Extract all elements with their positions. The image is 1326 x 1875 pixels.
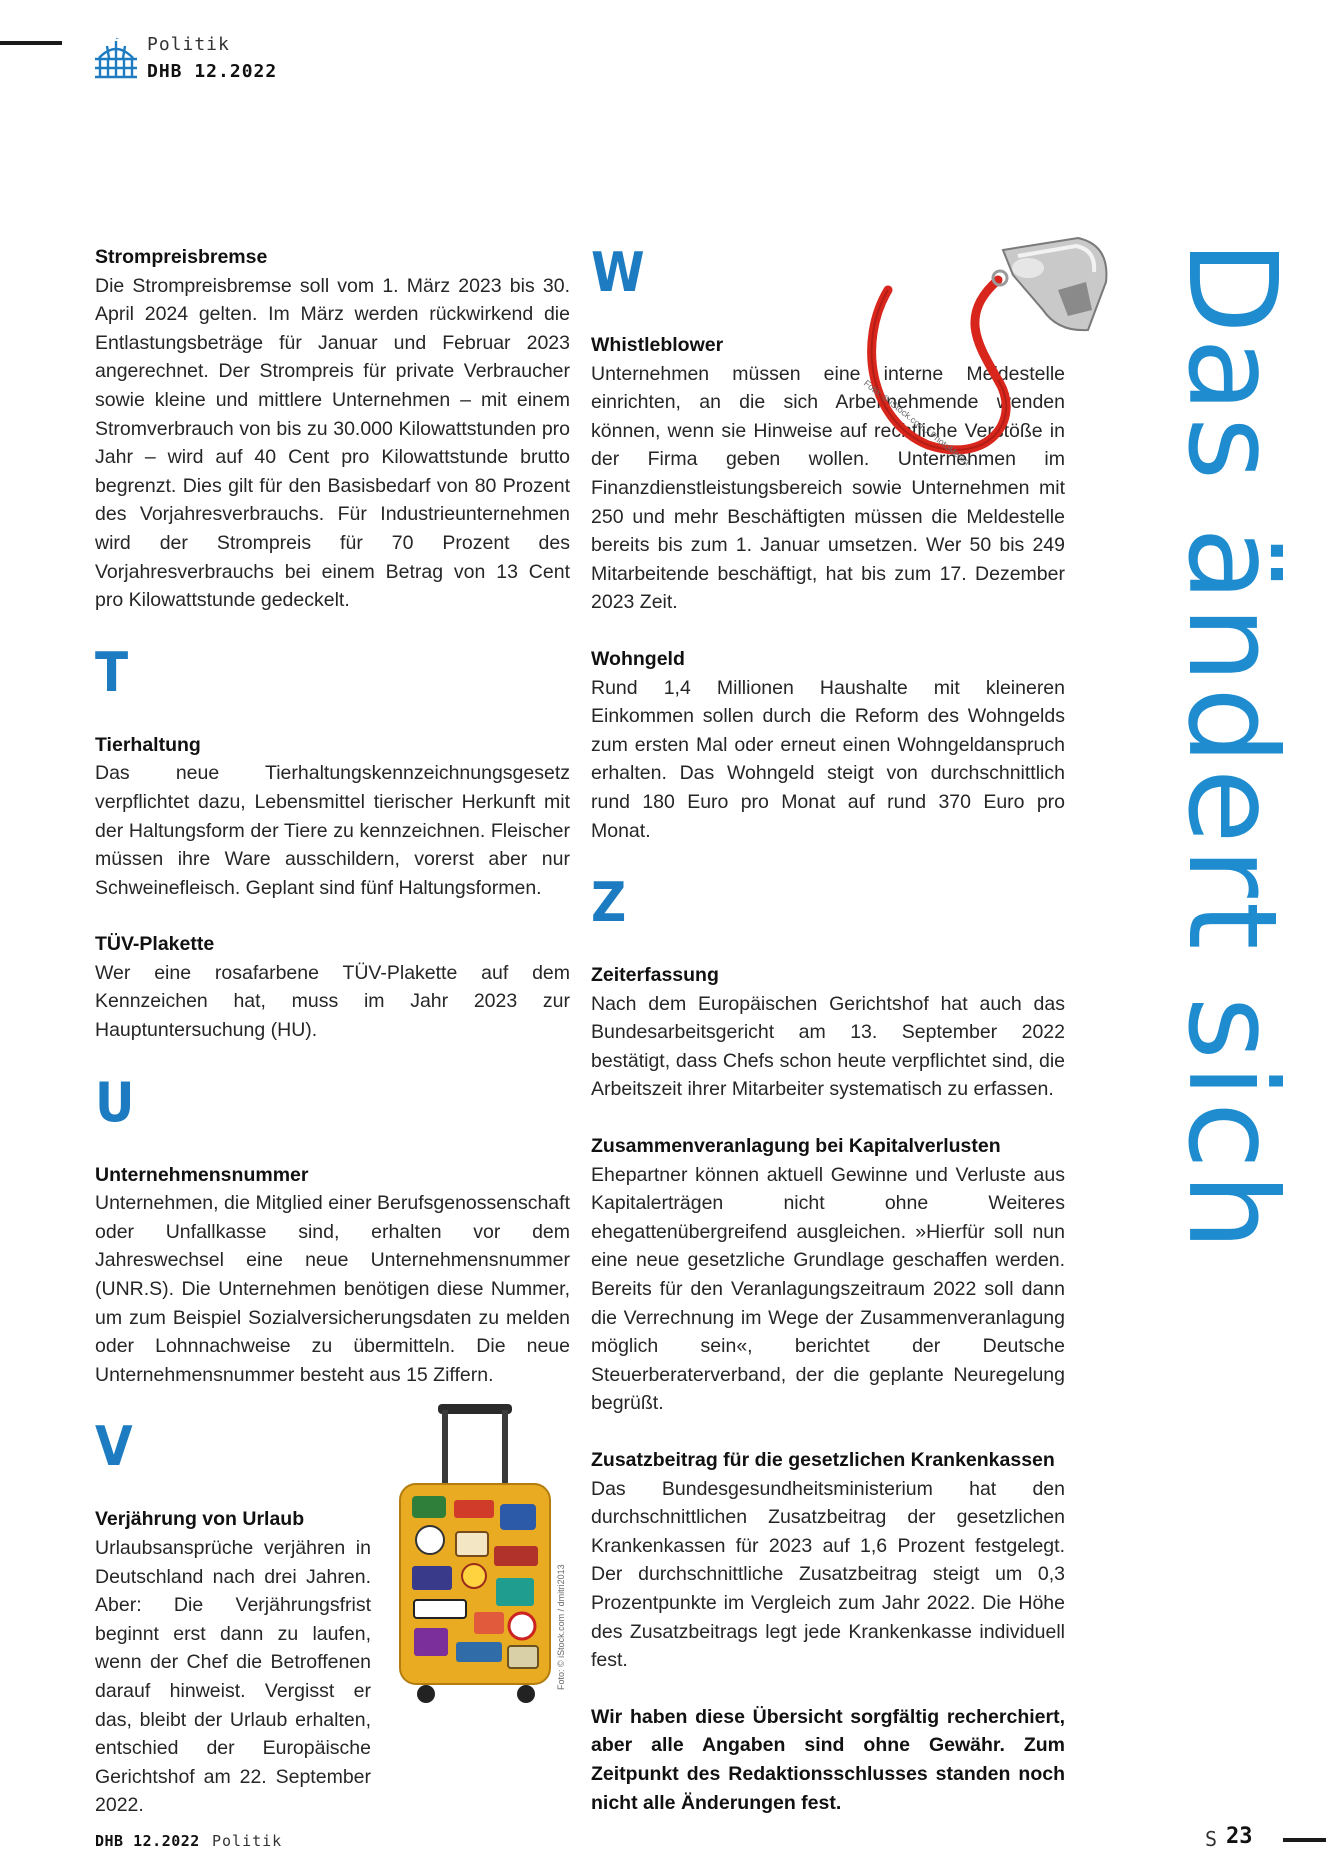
right-column bbox=[591, 243, 1065, 1817]
entry-text: Das neue Tierhaltungskennzeichnungsgesetz verpflichtet dazu, Lebensmittel tierischer Herkunft mit der Haltungsform der Tiere zu kennzeichnen. Fleischer müssen ihre Ware ausschildern, vorerst aber nur Schweinefleisch. Geplant sind fünf Haltungsformen. bbox=[95, 762, 570, 899]
entry-strompreisbremse bbox=[95, 243, 570, 615]
page-number: 23 bbox=[1226, 1824, 1253, 1849]
parliament-dome-icon bbox=[93, 38, 139, 80]
entry-heading: Wohngeld bbox=[591, 647, 685, 670]
letter-w: W bbox=[591, 241, 645, 304]
entry-zeiterfassung bbox=[591, 961, 1065, 1104]
letter-t: T bbox=[95, 640, 129, 704]
entry-heading: Zusammenveranlagung bei Kapitalverlusten bbox=[591, 1135, 1001, 1158]
vertical-title: Das ändert sich bbox=[1161, 240, 1303, 1255]
footer-rule bbox=[1283, 1838, 1326, 1842]
entry-text: Urlaubsansprüche verjähren in Deutschland nach drei Jahren. Aber: Die Verjährungsfrist beginnt erst dann zu laufen, wenn der Chef die Betroffenen darauf hinweist. Vergisst er das, bleibt der Urlaub erhalten, entschied der Europäische Gerichtshof am 22. September 2022. bbox=[95, 1537, 371, 1817]
disclaimer: Wir haben diese Übersicht sorgfältig recherchiert, aber alle Angaben sind ohne Gewähr. Zum Zeitpunkt des Redaktionsschlusses standen noch nicht alle Änderungen fest. bbox=[591, 1705, 1065, 1814]
entry-text: Die Strompreisbremse soll vom 1. März 2023 bis 30. April 2024 gelten. Im März werden rückwirkend die Entlastungsbeträge für Januar und Februar 2023 angerechnet. Der Strompreis für private Verbraucher sowie kleine und mittlere Unternehmen – mit einem Stromverbrauch von bis zu 30.000 Kilowattstunden pro Jahr – wird auf 40 Cent pro Kilowattstunde brutto begrenzt. Dies gilt für den Basisbedarf von 80 Prozent des Vorjahresverbrauchs. Für Industrieunternehmen wird der Strompreis für 70 Prozent des Vorjahresverbrauchs bei einem Betrag von 13 Cent pro Kilowattstunde gedeckelt. bbox=[95, 274, 570, 612]
entry-text: Das Bundesgesundheitsministerium hat den durchschnittlichen Zusatzbeitrag der gesetzlichen Krankenkassen für 2023 auf 1,6 Prozent festgelegt. Der durchschnittliche Zusatzbeitrag steigt um 0,3 Prozentpunkte im Vergleich zum Jahr 2022. Die Höhe des Zusatzbeitrags legt jede Krankenkasse individuell fest. bbox=[591, 1477, 1065, 1672]
header-rule bbox=[0, 41, 62, 45]
entry-heading: TÜV-Plakette bbox=[95, 933, 215, 956]
header-issue: DHB 12.2022 bbox=[147, 61, 278, 82]
whistle-image bbox=[848, 220, 1116, 470]
entry-heading: Zusatzbeitrag für die gesetzlichen Krankenkassen bbox=[591, 1449, 1055, 1471]
entry-wohngeld bbox=[591, 645, 1065, 845]
header-section: Politik bbox=[147, 34, 230, 55]
footer-section: Politik bbox=[212, 1832, 283, 1850]
entry-heading: Verjährung von Urlaub bbox=[95, 1508, 305, 1531]
entry-heading: Unternehmensnummer bbox=[95, 1163, 309, 1186]
entry-text: Unternehmen müssen eine interne Meldestelle einrichten, an die sich Arbeitnehmende wenden können, wenn sie Hinweise auf rechtliche Verstöße in der Firma geben wollen. Unternehmen im Finanzdienstleistungsbereich sowie Unternehmen mit 250 und mehr Beschäftigten müssen die Meldestelle bereits bis zum 1. Januar umsetzen. Wer 50 bis 249 Mitarbeitende beschäftigt, hat bis zum 17. Dezember 2023 Zeit. bbox=[591, 362, 1065, 614]
footer-issue: DHB 12.2022 bbox=[95, 1832, 200, 1850]
entry-zusammenveranlagung bbox=[591, 1132, 1065, 1418]
letter-u: U bbox=[95, 1070, 135, 1134]
entry-text: Unternehmen, die Mitglied einer Berufsgenossenschaft oder Unfallkasse sind, erhalten vor dem Jahreswechsel eine neue Unternehmensnummer (UNR.S). Die Unternehmen benötigen diese Nummer, um zum Beispiel Sozialversicherungsdaten zu melden oder Lohnnachweise zu übermitteln. Die neue Unternehmensnummer besteht aus 15 Ziffern. bbox=[95, 1192, 570, 1386]
entry-text: Nach dem Europäischen Gerichtshof hat auch das Bundesarbeitsgericht am 13. September 2022 bestätigt, dass Chefs schon heute verpflichtet sind, die Arbeitszeit ihrer Mitarbeiter systematisch zu erfassen. bbox=[591, 992, 1065, 1101]
entry-heading: Zeiterfassung bbox=[591, 964, 719, 987]
entry-unternehmensnummer bbox=[95, 1161, 570, 1390]
entry-text: Wer eine rosafarbene TÜV-Plakette auf dem Kennzeichen hat, muss im Jahr 2023 zur Hauptuntersuchung (HU). bbox=[95, 961, 570, 1042]
entry-heading: Strompreisbremse bbox=[95, 246, 268, 268]
entry-tierhaltung bbox=[95, 731, 570, 903]
entry-text: Ehepartner können aktuell Gewinne und Verluste aus Kapitalerträgen nicht ohne Weiteres ehegattenübergreifend ausgleichen. »Hierfür soll nun eine neue gesetzliche Grundlage geschaffen werden. Bereits für den Veranlagungszeitraum 2022 soll dann die Verrechnung im Wege der Zusammenveranlagung möglich sein«, berichtet der Deutsche Steuerberaterverband, der die geplante Neuregelung begrüßt. bbox=[591, 1163, 1065, 1415]
letter-z: Z bbox=[591, 871, 627, 935]
suitcase-photo-credit: Foto: © iStock.com / dmitri2013 bbox=[556, 1564, 566, 1690]
letter-v: V bbox=[95, 1415, 133, 1479]
entry-heading: Tierhaltung bbox=[95, 733, 201, 756]
entry-tuev-plakette bbox=[95, 930, 570, 1044]
suitcase-image bbox=[390, 1400, 560, 1710]
whistle-photo-credit: Foto: © iStock.com / PhotoMelon bbox=[861, 378, 972, 467]
entry-heading: Whistleblower bbox=[591, 334, 724, 356]
entry-zusatzbeitrag bbox=[591, 1446, 1065, 1675]
entry-text: Rund 1,4 Millionen Haushalte mit kleineren Einkommen sollen durch die Reform des Wohngelds zum ersten Mal oder erneut einen Wohngeldanspruch erhalten. Das Wohngeld steigt von durchschnittlich rund 180 Euro pro Monat auf rund 370 Euro pro Monat. bbox=[591, 676, 1065, 842]
page-prefix: S bbox=[1205, 1827, 1218, 1851]
entry-verjaehrung bbox=[95, 1505, 371, 1820]
